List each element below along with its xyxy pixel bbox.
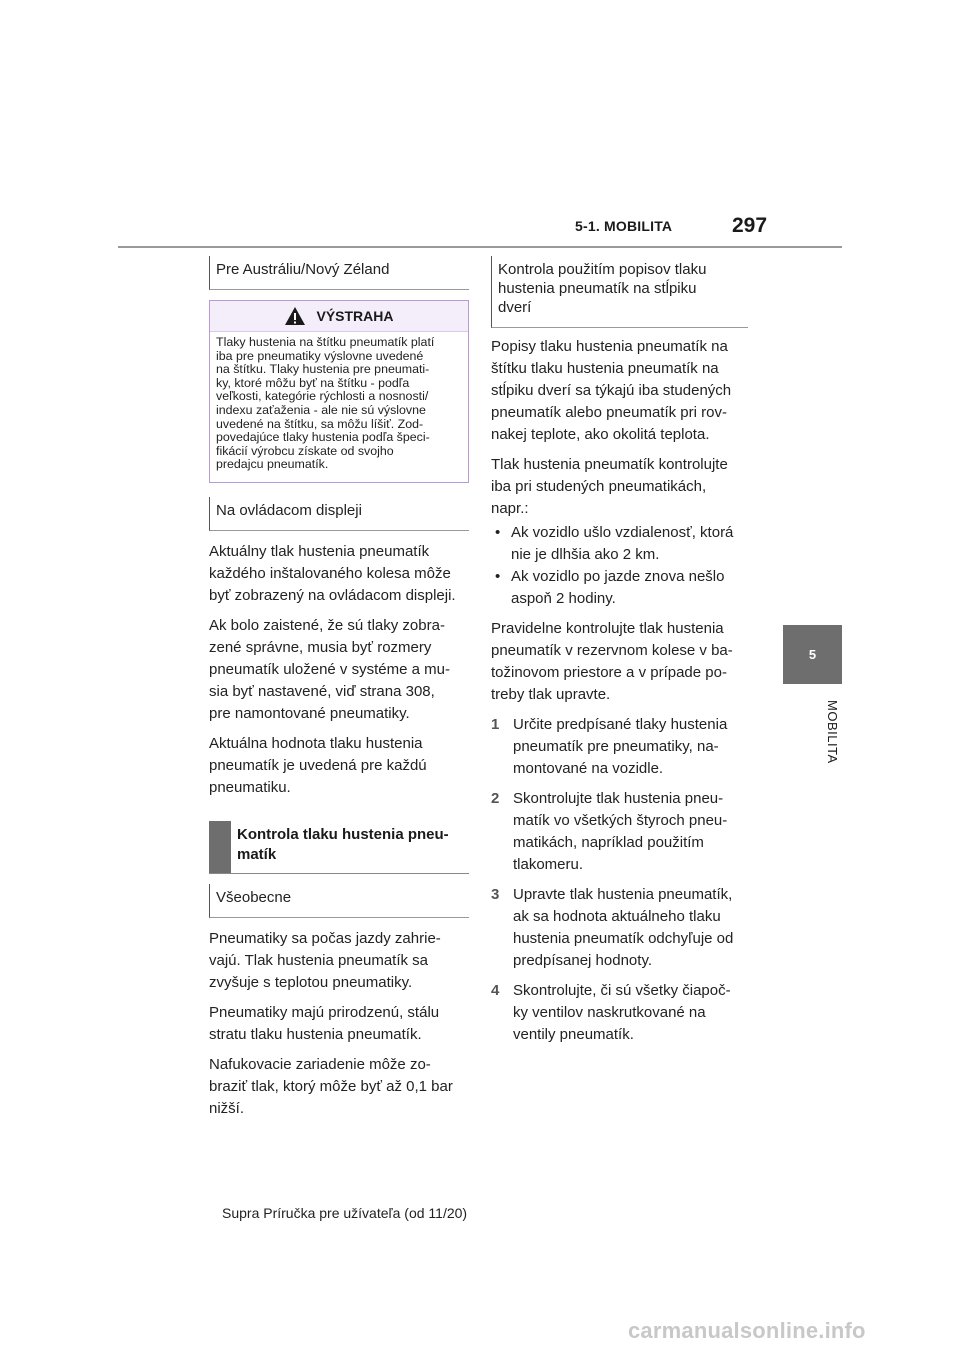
text-line: Upravte tlak hustenia pneumatík, (513, 886, 733, 903)
paragraph (209, 541, 469, 607)
display-text (209, 541, 469, 799)
text-line: montované na vozidle. (513, 760, 664, 777)
step-item (491, 884, 751, 972)
text-line: pre namontované pneumatiky. (209, 704, 410, 722)
step-item (491, 980, 751, 1046)
list-item (491, 566, 751, 610)
text-line: sia byť nastavené, viď strana 308, (209, 682, 435, 700)
warning-line: veľkosti, kategórie rýchlosti a nosnosti/ (216, 389, 429, 404)
paragraph (491, 336, 751, 446)
step-list (491, 714, 751, 1046)
step-item (491, 788, 751, 876)
section-heading-text (231, 821, 455, 873)
text-line: Kontrola použitím popisov tlaku (498, 261, 707, 278)
text-line: nižší. (209, 1099, 245, 1117)
step-number: 2 (491, 790, 500, 807)
warning-line: predajcu pneumatík. (216, 457, 329, 472)
paragraph (209, 928, 469, 994)
text-line: pneumatiku. (209, 778, 291, 796)
text-line: Pneumatiky sa počas jazdy zahrie- (209, 929, 441, 947)
subhead-door-pillar (491, 256, 748, 328)
text-line: Kontrola tlaku hustenia pneu- (237, 825, 449, 843)
list-item (491, 522, 751, 566)
warning-body (210, 332, 468, 482)
warning-line: povedajúce tlaky hustenia podľa špeci- (216, 430, 430, 445)
text-line: Skontrolujte, či sú všetky čiapoč- (513, 982, 731, 999)
chapter-label: MOBILITA (825, 700, 840, 764)
step-text (513, 788, 727, 876)
text-line: stratu tlaku hustenia pneumatík. (209, 1025, 422, 1043)
text-line: štítku tlaku hustenia pneumatík na (491, 360, 719, 377)
text-line: matík (237, 845, 277, 863)
section-heading (209, 821, 469, 874)
text-line: aspoň 2 hodiny. (511, 590, 616, 607)
warning-triangle-icon (284, 306, 306, 326)
text-line: pneumatík je uvedená pre každú (209, 756, 427, 774)
paragraph (209, 1002, 469, 1046)
step-text (513, 714, 727, 780)
text-line: hustenia pneumatík odchyľuje od (513, 930, 734, 947)
text-line: napr.: (491, 500, 529, 517)
warning-line: ky, ktoré môžu byť na štítku - podľa (216, 375, 410, 390)
text-line: treby tlak upravte. (491, 686, 611, 703)
text-line: vajú. Tlak hustenia pneumatík sa (209, 951, 429, 969)
text-line: dverí (498, 299, 532, 316)
text-line: matík vo všetkých štyroch pneu- (513, 812, 728, 829)
warning-line: indexu zaťaženia - ale nie sú výslovne (216, 402, 426, 417)
warning-line: Tlaky hustenia na štítku pneumatík platí (216, 335, 435, 349)
door-pillar-text (491, 336, 751, 1046)
warning-line: uvedené na štítku, sa môžu líšiť. Zod- (216, 416, 424, 431)
text-line: pneumatík uložené v systéme a mu- (209, 660, 450, 678)
paragraph (491, 454, 751, 520)
text-line: Aktuálny tlak hustenia pneumatík (209, 542, 430, 560)
text-line: Ak bolo zaistené, že sú tlaky zobra- (209, 616, 445, 634)
section-title: 5-1. MOBILITA (575, 218, 673, 234)
text-line: stĺpiku dverí sa týkajú iba studených (491, 382, 732, 399)
text-line: byť zobrazený na ovládacom displeji. (209, 586, 456, 604)
text-line: ventily pneumatík. (513, 1026, 634, 1043)
footer-text: Supra Príručka pre užívateľa (od 11/20) (222, 1205, 468, 1221)
paragraph (209, 733, 469, 799)
warning-line: na štítku. Tlaky hustenia pre pneumati- (216, 362, 430, 377)
text-line: pneumatík pre pneumatiky, na- (513, 738, 719, 755)
step-number: 1 (491, 716, 500, 733)
warning-header (210, 301, 468, 332)
step-number: 3 (491, 886, 500, 903)
text-line: tlakomeru. (513, 856, 584, 873)
text-line: Tlak hustenia pneumatík kontrolujte (491, 456, 728, 473)
text-line: matikách, napríklad použitím (513, 834, 704, 851)
text-line: Popisy tlaku hustenia pneumatík na (491, 338, 728, 355)
warning-title: VÝSTRAHA (316, 308, 394, 324)
step-item (491, 714, 751, 780)
paragraph (491, 618, 751, 706)
general-text (209, 928, 469, 1120)
text-line: iba pri studených pneumatikách, (491, 478, 707, 495)
text-line: pneumatík alebo pneumatík pri rov- (491, 404, 727, 421)
bullet-list (491, 522, 751, 610)
text-line: každého inštalovaného kolesa môže (209, 564, 451, 582)
chapter-tab: 5 (783, 625, 842, 684)
text-line: Ak vozidlo po jazde znova nešlo (511, 568, 725, 585)
text-line: Skontrolujte tlak hustenia pneu- (513, 790, 724, 807)
text-line: Ak vozidlo ušlo vzdialenosť, ktorá (511, 524, 734, 541)
warning-box (209, 300, 469, 483)
text-line: Aktuálna hodnota tlaku hustenia (209, 734, 423, 752)
text-line: zené správne, musia byť rozmery (209, 638, 432, 656)
subhead-australia: Pre Austráliu/Nový Zéland (209, 256, 469, 290)
section-bar (209, 821, 231, 873)
watermark: carmanualsonline.info (628, 1318, 866, 1343)
text-line: Pneumatiky majú prirodzenú, stálu (209, 1003, 440, 1021)
text-line: Určite predpísané tlaky hustenia (513, 716, 728, 733)
text-line: Pravidelne kontrolujte tlak hustenia (491, 620, 724, 637)
text-line: predpísanej hodnoty. (513, 952, 652, 969)
header-divider (118, 246, 842, 248)
text-line: nie je dlhšia ako 2 km. (511, 546, 660, 563)
text-line: Nafukovacie zariadenie môže zo- (209, 1055, 431, 1073)
step-text (513, 884, 733, 972)
left-column (209, 256, 469, 1128)
paragraph (209, 1054, 469, 1120)
subhead-display: Na ovládacom displeji (209, 497, 469, 531)
subhead-general: Všeobecne (209, 884, 469, 918)
text-line: braziť tlak, ktorý môže byť až 0,1 bar (209, 1077, 453, 1095)
text-line: pneumatík v rezervnom kolese v ba- (491, 642, 733, 659)
step-number: 4 (491, 982, 500, 999)
text-line: zvyšuje s teplotou pneumatiky. (209, 973, 413, 991)
text-line: ky ventilov naskrutkované na (513, 1004, 706, 1021)
text-line: hustenia pneumatík na stĺpiku (498, 280, 697, 297)
paragraph (209, 615, 469, 725)
text-line: nakej teplote, ako okolitá teplota. (491, 426, 710, 443)
warning-line: iba pre pneumatiky výslovne uvedené (216, 348, 424, 363)
right-column (491, 256, 751, 1054)
text-line: tožinovom priestore a v prípade po- (491, 664, 727, 681)
text-line: ak sa hodnota aktuálneho tlaku (513, 908, 721, 925)
warning-line: fikácií výrobcu získate od svojho (216, 443, 394, 458)
step-text (513, 980, 731, 1046)
page-number: 297 (732, 214, 768, 237)
